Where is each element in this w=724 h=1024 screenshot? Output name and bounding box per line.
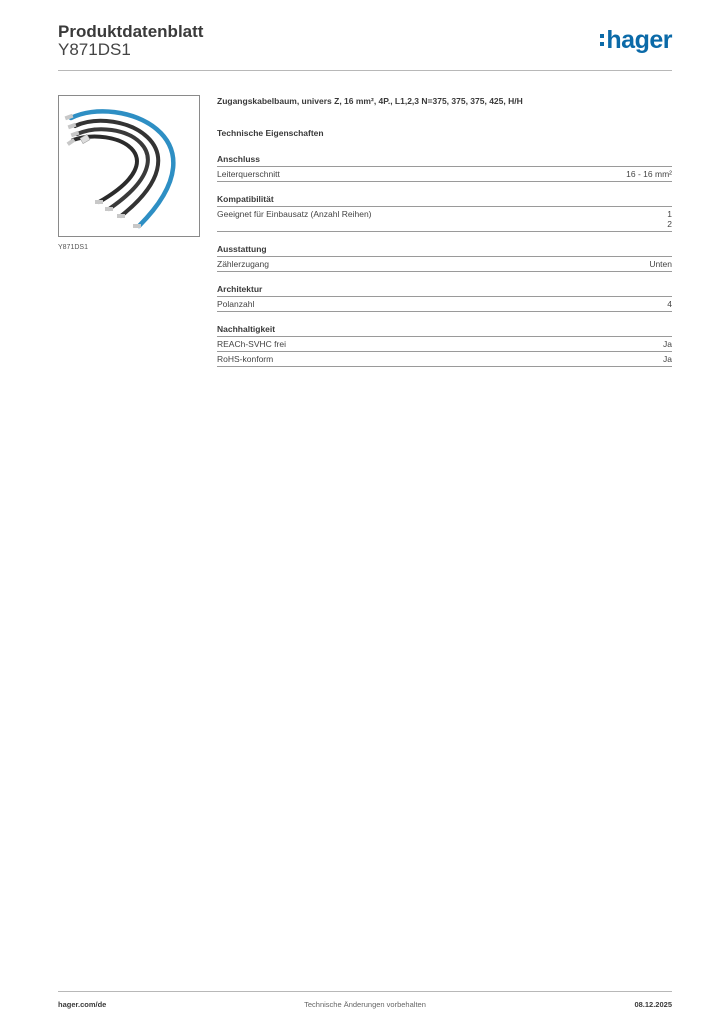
spec-label: Leiterquerschnitt: [217, 169, 280, 179]
section-architektur: [217, 284, 672, 312]
section-title: Kompatibilität: [217, 194, 672, 207]
cable-harness-icon: [59, 96, 199, 236]
section-title: Ausstattung: [217, 244, 672, 257]
page-header: [58, 20, 672, 71]
spec-row: [217, 257, 672, 272]
page-title: Produktdatenblatt: [58, 22, 204, 41]
spec-row: [217, 352, 672, 367]
footer-date: 08.12.2025: [634, 1000, 672, 1009]
spec-value: Ja: [663, 354, 672, 364]
spec-content: [217, 96, 672, 367]
spec-label: RoHS-konform: [217, 354, 274, 364]
footer-note: Technische Änderungen vorbehalten: [304, 1000, 426, 1009]
spec-label: Polanzahl: [217, 299, 255, 309]
product-name: Zugangskabelbaum, univers Z, 16 mm², 4P., L1,2,3 N=375, 375, 375, 425, H/H: [217, 96, 523, 106]
spec-row: [217, 167, 672, 182]
page-footer: [58, 991, 672, 1012]
tech-heading: Technische Eigenschaften: [217, 128, 324, 138]
spec-value-2: 2: [667, 219, 672, 229]
product-image: [58, 95, 200, 237]
spec-value: 4: [667, 299, 672, 309]
spec-row: [217, 207, 672, 232]
spec-value: Ja: [663, 339, 672, 349]
spec-value: Unten: [649, 259, 672, 269]
section-anschluss: [217, 154, 672, 182]
spec-value: [667, 209, 672, 229]
hager-logo[interactable]: [600, 26, 672, 54]
spec-row: [217, 337, 672, 352]
spec-label: Zählerzugang: [217, 259, 269, 269]
section-ausstattung: [217, 244, 672, 272]
spec-label: REACh-SVHC frei: [217, 339, 286, 349]
spec-row: [217, 297, 672, 312]
logo-dots-icon: [600, 34, 604, 46]
image-caption: Y871DS1: [58, 244, 88, 251]
section-kompatibilitaet: [217, 194, 672, 232]
section-nachhaltigkeit: [217, 324, 672, 367]
spec-value-1: 1: [667, 209, 672, 219]
footer-website-link[interactable]: hager.com/de: [58, 1000, 107, 1009]
section-title: Anschluss: [217, 154, 672, 167]
logo-text: hager: [606, 25, 672, 54]
section-title: Architektur: [217, 284, 672, 297]
product-code: Y871DS1: [58, 40, 131, 59]
section-title: Nachhaltigkeit: [217, 324, 672, 337]
spec-value: 16 - 16 mm²: [626, 169, 672, 179]
spec-label: Geeignet für Einbausatz (Anzahl Reihen): [217, 209, 372, 219]
